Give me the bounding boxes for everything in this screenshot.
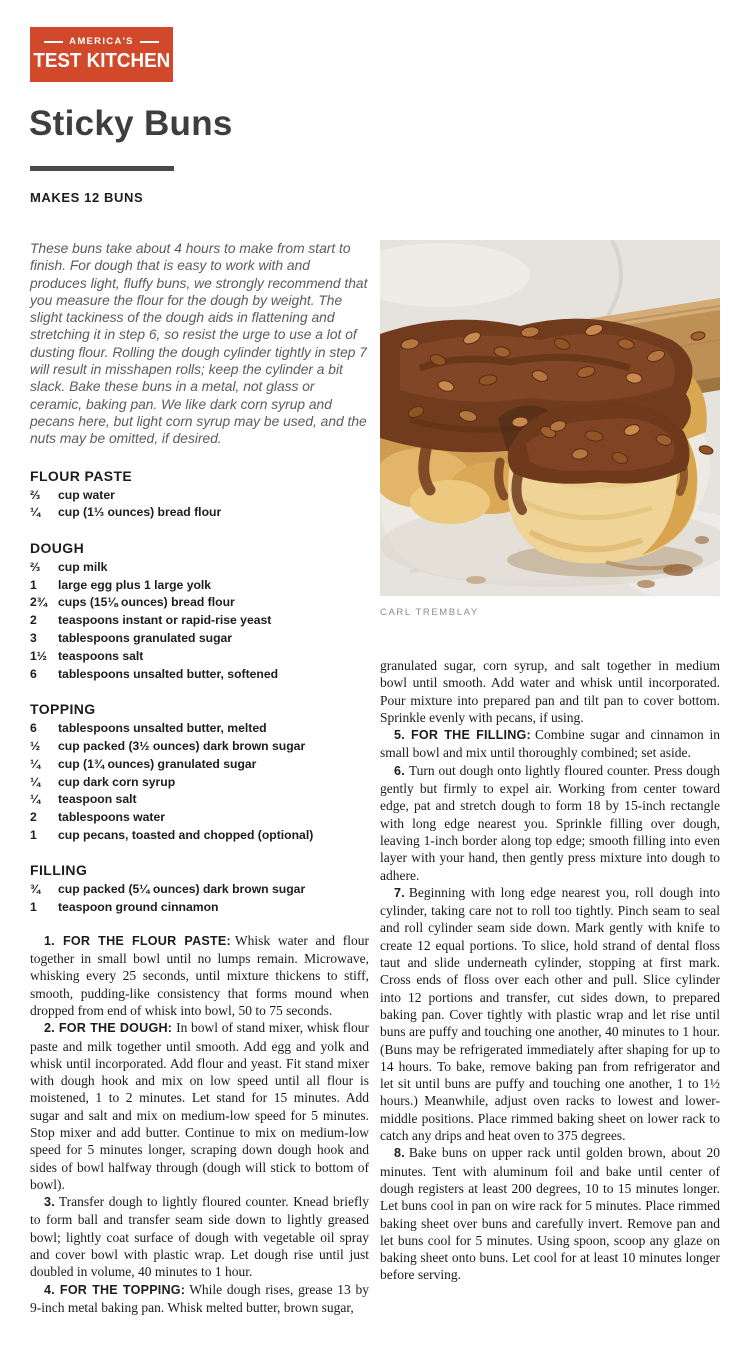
direction-step-8 bbox=[380, 1144, 720, 1283]
step-lead: 7. bbox=[394, 885, 405, 900]
ingredient-qty: 1 bbox=[30, 827, 37, 842]
step-text: While dough rises, grease 13 by 9-inch metal baking pan. Whisk melted butter, brown sugar, bbox=[30, 1281, 369, 1315]
ingredient-qty: ½ bbox=[30, 738, 41, 753]
ingredient-row bbox=[30, 722, 369, 736]
step-lead: 2. FOR THE DOUGH: bbox=[44, 1021, 173, 1036]
directions-right bbox=[380, 657, 720, 1284]
yield-line: MAKES 12 BUNS bbox=[30, 190, 144, 205]
ingredient-row bbox=[30, 776, 369, 790]
ingredient-text: cups (15⅛ ounces) bread flour bbox=[58, 595, 235, 610]
ingredient-row bbox=[30, 614, 369, 628]
ingredient-qty: 1 bbox=[30, 900, 37, 915]
ingredient-text: tablespoons unsalted butter, softened bbox=[58, 666, 279, 681]
photo-pulled-bun bbox=[507, 402, 703, 577]
ingredient-qty: ¼ bbox=[30, 774, 41, 789]
ingredient-qty: 2 bbox=[30, 613, 37, 628]
ingredient-section-filling bbox=[30, 863, 369, 914]
step-text: Beginning with long edge nearest you, roll dough into cylinder, taking care not to roll too tightly. Pinch seam to seal and roll cylinder seam side down. Mark gently with knife to create 12 equal portions. To slice, hold strand of dental floss taut and slide underneath cylinder, stopping at first mark. Cross ends of floss over each other and pull. Slice cylinder into 12 portions and transfer, cut sides down, to prepared baking pan. Cover tightly with plastic wrap and let rise until buns are puffy and touching one another, 40 minutes to 1 hour. (Buns may be refrigerated immediately after shaping for up to 14 hours. To bake, remove baking pan from refrigerator and let sit until buns are puffy and touching one another, 1 to 1½ hours.) Meanwhile, adjust oven racks to lowest and lower-middle positions. Place rimmed baking sheet on lower rack to catch any drips and heat oven to 375 degrees. bbox=[380, 884, 720, 1144]
ingredient-row bbox=[30, 740, 369, 754]
ingredient-text: tablespoons unsalted butter, melted bbox=[58, 721, 267, 736]
direction-step-1 bbox=[30, 932, 369, 1019]
direction-step-5 bbox=[380, 726, 720, 762]
two-column-body bbox=[30, 240, 720, 1316]
step-text: Transfer dough to lightly floured counter. Knead briefly to form ball and transfer seam side down to lightly greased bowl; lightly coat surface of dough with vegetable oil spray and cover bowl with plastic wrap. Let dough rise until just doubled in volume, 40 minutes to 1 hour. bbox=[30, 1194, 369, 1280]
brand-name-bottom: TEST KITCHEN bbox=[33, 50, 170, 72]
sticky-buns-photo-illustration bbox=[380, 240, 720, 596]
direction-step-6 bbox=[380, 762, 720, 884]
ingredient-text: tablespoons water bbox=[58, 810, 166, 825]
ingredient-text: teaspoons salt bbox=[58, 648, 144, 663]
ingredient-row bbox=[30, 668, 369, 682]
step-lead: 1. FOR THE FLOUR PASTE: bbox=[44, 933, 231, 948]
ingredient-text: teaspoon ground cinnamon bbox=[58, 900, 219, 915]
page-title: Sticky Buns bbox=[29, 104, 233, 143]
ingredient-text: cup (1¾ ounces) granulated sugar bbox=[58, 756, 257, 771]
step-text: Turn out dough onto lightly floured counter. Press dough gently but firmly to expel air. Working from center toward edge, pat and stretch dough to form 18 by 15-inch rectangle with long edge nearest you. Sprinkle filling over dough, leaving 1-inch border along top edge; smooth filling into even layer with your hand, then gently press mixture into dough to adhere. bbox=[380, 762, 720, 883]
ingredient-row bbox=[30, 506, 369, 520]
logo-dash-left-icon bbox=[44, 41, 63, 43]
direction-step-2 bbox=[30, 1019, 369, 1193]
ingredient-row bbox=[30, 793, 369, 807]
ingredient-qty: 6 bbox=[30, 721, 37, 736]
ingredient-text: cup packed (5¼ ounces) dark brown sugar bbox=[58, 882, 306, 897]
ingredient-qty: 2 bbox=[30, 810, 37, 825]
ingredient-text: teaspoon salt bbox=[58, 792, 137, 807]
ingredient-text: cup packed (3½ ounces) dark brown sugar bbox=[58, 738, 306, 753]
ingredient-row bbox=[30, 489, 369, 503]
ingredient-row bbox=[30, 561, 369, 575]
ingredient-section-heading: FILLING bbox=[30, 862, 88, 879]
ingredient-text: tablespoons granulated sugar bbox=[58, 631, 233, 646]
ingredient-row bbox=[30, 811, 369, 825]
ingredient-section-dough bbox=[30, 541, 369, 681]
ingredient-text: cup pecans, toasted and chopped (optional) bbox=[58, 827, 314, 842]
direction-step-3 bbox=[30, 1193, 369, 1280]
ingredient-qty: 1 bbox=[30, 577, 37, 592]
direction-step-4 bbox=[30, 1281, 369, 1317]
ingredient-row bbox=[30, 883, 369, 897]
ingredient-qty: ¼ bbox=[30, 505, 41, 520]
title-rule bbox=[30, 166, 174, 171]
atk-logo bbox=[30, 27, 173, 82]
ingredient-row bbox=[30, 579, 369, 593]
step-lead: 5. FOR THE FILLING: bbox=[394, 728, 531, 743]
ingredient-qty: ¼ bbox=[30, 792, 41, 807]
recipe-photo bbox=[380, 240, 720, 596]
step-text: Bake buns on upper rack until golden brown, about 20 minutes. Tent with aluminum foil and bake until center of dough registers at least 200 degrees, 10 to 15 minutes longer. Let buns cool in pan on wire rack for 5 minutes. Place rimmed baking sheet over buns and carefully invert. Remove pan and let buns cool for 5 minutes. Using spoon, scoop any glaze on baking sheet onto buns. Let cool for at least 10 minutes longer before serving. bbox=[380, 1145, 720, 1283]
ingredient-row bbox=[30, 901, 369, 915]
ingredient-row bbox=[30, 596, 369, 610]
ingredient-text: cup (1⅓ ounces) bread flour bbox=[58, 505, 222, 520]
left-column bbox=[30, 240, 369, 1316]
ingredient-row bbox=[30, 650, 369, 664]
step-text: granulated sugar, corn syrup, and salt together in medium bowl until smooth. Add water and whisk until incorporated. Pour mixture into prepared pan and tilt pan to cover bottom. Sprinkle evenly with pecans, if using. bbox=[380, 658, 720, 725]
ingredient-section-heading: FLOUR PASTE bbox=[30, 467, 133, 484]
ingredient-row bbox=[30, 829, 369, 843]
ingredient-qty: 1½ bbox=[30, 648, 47, 663]
ingredient-section-topping bbox=[30, 702, 369, 842]
step-text: Combine sugar and cinnamon in small bowl and mix until thoroughly combined; set aside. bbox=[380, 727, 721, 761]
ingredient-text: cup water bbox=[58, 487, 115, 502]
step-lead: 8. bbox=[394, 1146, 405, 1161]
ingredient-text: cup milk bbox=[58, 559, 108, 574]
step-text: Whisk water and flour together in small bowl until no lumps remain. Microwave, whisking every 25 seconds, until mixture thickens to stiff, smooth, pudding-like consistency that forms mound when dropped from end of whisk into bowl, 50 to 75 seconds. bbox=[30, 932, 369, 1018]
directions-left bbox=[30, 932, 369, 1317]
ingredient-section-heading: DOUGH bbox=[30, 539, 85, 556]
logo-dash-right-icon bbox=[140, 41, 159, 43]
ingredient-qty: 6 bbox=[30, 666, 37, 681]
ingredient-text: cup dark corn syrup bbox=[58, 774, 176, 789]
logo-top-row bbox=[44, 36, 159, 47]
ingredient-text: teaspoons instant or rapid-rise yeast bbox=[58, 613, 272, 628]
ingredient-qty: ¼ bbox=[30, 756, 41, 771]
step-lead: 3. bbox=[44, 1195, 55, 1210]
ingredient-qty: ⅔ bbox=[30, 559, 41, 574]
step-text: In bowl of stand mixer, whisk flour paste and milk together until smooth. Add egg and yolk and whisk until incorporated. Add flour and yeast. Fit stand mixer with dough hook and mix on low speed until all flour is moistened, 1 to 2 minutes. Let stand for 15 minutes. Add sugar and salt and mix on medium-low speed for 5 minutes. Stop mixer and add butter. Continue to mix on medium-low speed for 5 minutes longer, scraping down dough hook and sides of bowl halfway through (dough will stick to bottom of bowl). bbox=[30, 1020, 369, 1192]
ingredient-section-heading: TOPPING bbox=[30, 701, 96, 718]
ingredient-section-flour-paste bbox=[30, 469, 369, 520]
ingredient-qty: 3 bbox=[30, 631, 37, 646]
direction-step-7 bbox=[380, 884, 720, 1144]
brand-name-top: AMERICA'S bbox=[69, 36, 134, 47]
step-lead: 6. bbox=[394, 763, 405, 778]
ingredient-qty: ⅔ bbox=[30, 487, 41, 502]
right-column bbox=[380, 240, 720, 1316]
ingredient-row bbox=[30, 758, 369, 772]
direction-step-4-continued bbox=[380, 657, 720, 726]
step-lead: 4. FOR THE TOPPING: bbox=[44, 1282, 186, 1297]
ingredient-text: large egg plus 1 large yolk bbox=[58, 577, 212, 592]
ingredient-row bbox=[30, 632, 369, 646]
ingredient-qty: ¾ bbox=[30, 882, 41, 897]
ingredient-qty: 2¾ bbox=[30, 595, 47, 610]
recipe-intro: These buns take about 4 hours to make from start to finish. For dough that is easy to work with and produces light, fluffy buns, we strongly recommend that you measure the flour for the dough by weight. The slight tackiness of the dough aids in flattening and stretching it in step 6, so resist the urge to use a lot of dusting flour. Rolling the dough cylinder tightly in step 7 will result in misshapen rolls; keep the cylinder a bit slack. Bake these buns in a metal, not glass or ceramic, baking pan. We like dark corn syrup and pecans here, but light corn syrup may be used, and the nuts may be omitted, if desired. bbox=[30, 241, 368, 447]
photo-credit: CARL TREMBLAY bbox=[380, 607, 479, 618]
